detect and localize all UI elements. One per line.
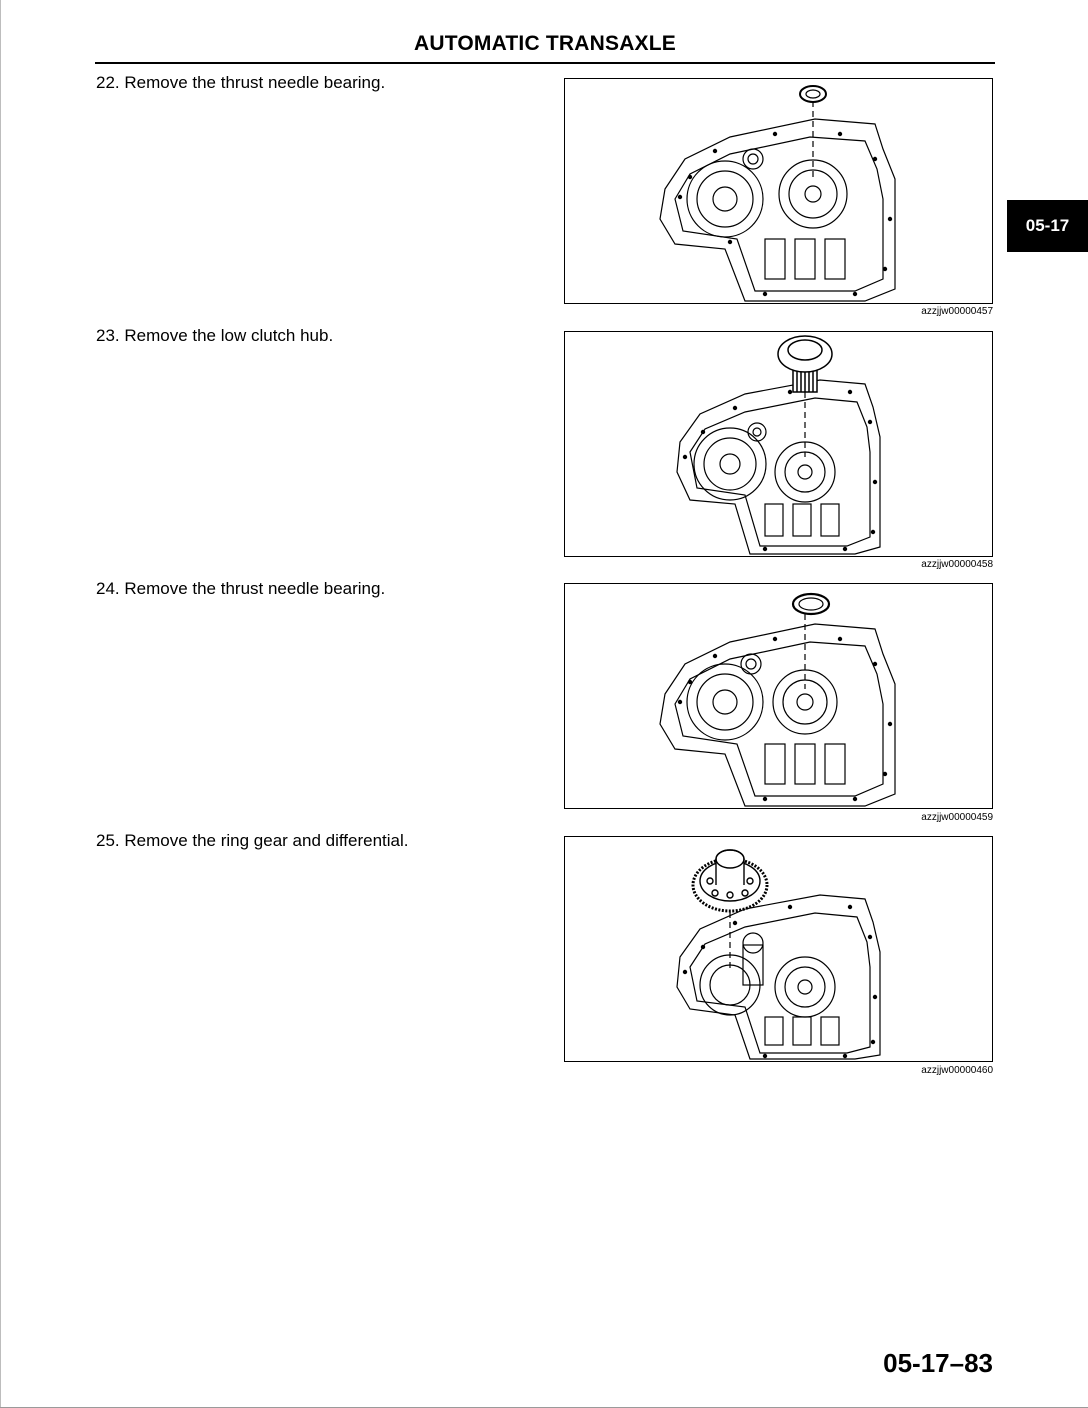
bearing-part: [800, 86, 826, 102]
figure-code: azzjjw00000459: [921, 812, 993, 823]
step-24-text: 24. Remove the thrust needle bearing.: [96, 579, 386, 598]
figure-step-22: [564, 78, 993, 304]
ring-gear-part: [693, 850, 767, 911]
transaxle-bearing-illustration: [565, 584, 992, 808]
figure-step-23: [564, 331, 993, 557]
transaxle-bearing-illustration: [565, 79, 992, 303]
section-tab: 05-17: [1007, 200, 1088, 252]
step-22-text: 22. Remove the thrust needle bearing.: [96, 73, 386, 92]
figure-code: azzjjw00000457: [921, 306, 993, 317]
page-number: 05-17–83: [883, 1348, 993, 1378]
figure-code: azzjjw00000460: [921, 1065, 993, 1076]
header-rule: [95, 62, 995, 64]
transaxle-ring-gear-illustration: [565, 837, 992, 1061]
figure-step-24: [564, 583, 993, 809]
step-25-text: 25. Remove the ring gear and differential.: [96, 831, 409, 850]
step-23-text: 23. Remove the low clutch hub.: [96, 326, 334, 345]
page-border: [0, 0, 1, 1408]
figure-code: azzjjw00000458: [921, 559, 993, 570]
clutch-hub-part: [778, 336, 832, 392]
page-title: AUTOMATIC TRANSAXLE: [413, 32, 676, 55]
bearing-part: [793, 594, 829, 614]
transaxle-clutch-hub-illustration: [565, 332, 992, 556]
figure-step-25: [564, 836, 993, 1062]
